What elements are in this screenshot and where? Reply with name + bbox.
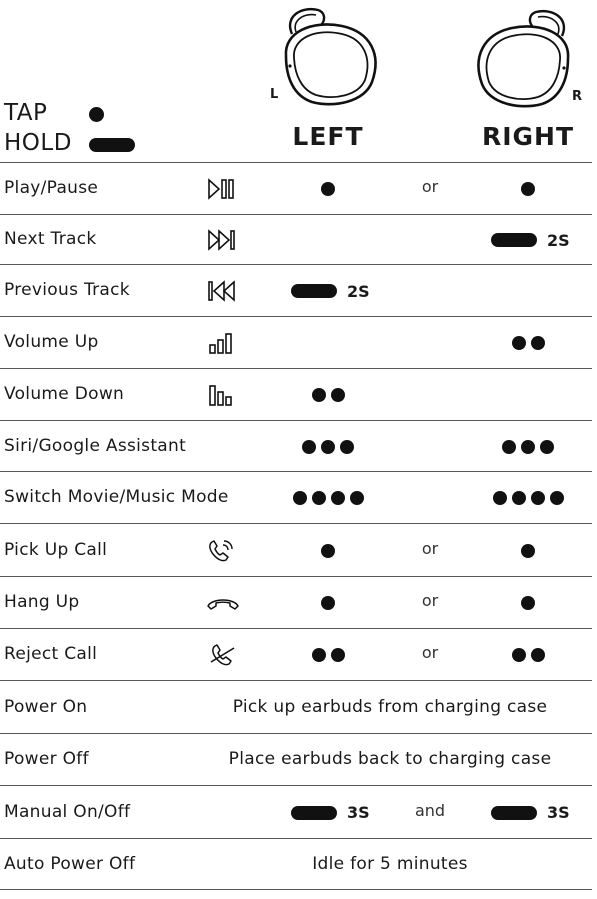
tap-dot <box>502 440 516 454</box>
hold-legend-bar <box>89 138 135 152</box>
tap-dot <box>302 440 316 454</box>
left-gesture <box>302 436 354 458</box>
left-letter: L <box>270 87 279 102</box>
left-earbud-illustration <box>272 4 384 112</box>
table-row <box>0 316 592 369</box>
volume-down-icon <box>206 382 240 408</box>
tap-dot <box>540 440 554 454</box>
tap-dot <box>321 596 335 610</box>
volume-up-icon <box>206 330 240 356</box>
hold-bar <box>291 284 337 298</box>
table-row <box>0 576 592 629</box>
table-row <box>0 162 592 215</box>
tap-dot <box>521 440 535 454</box>
tap-dot <box>312 648 326 662</box>
tap-legend-label: TAP <box>4 100 48 126</box>
right-hold-duration: 2S <box>547 230 570 250</box>
function-label: Power Off <box>4 749 89 769</box>
function-label: Power On <box>4 696 88 717</box>
function-label: Hang Up <box>4 592 80 612</box>
tap-dot <box>531 491 545 505</box>
left-gesture <box>321 540 335 562</box>
tap-dot <box>521 544 535 558</box>
left-gesture <box>312 384 345 406</box>
hold-bar <box>291 806 337 820</box>
conjunction-text: and <box>414 800 446 820</box>
function-label: Pick Up Call <box>4 539 108 560</box>
tap-dot <box>521 596 535 610</box>
conjunction-text: or <box>421 538 439 558</box>
tap-dot <box>331 491 345 505</box>
table-row <box>0 838 592 890</box>
table-row <box>0 368 592 421</box>
right-earbud-illustration <box>470 6 582 114</box>
tap-dot <box>321 440 335 454</box>
conjunction-text: or <box>421 591 439 610</box>
right-gesture <box>521 592 535 614</box>
tap-dot <box>512 336 526 350</box>
left-gesture <box>293 487 364 509</box>
tap-dot <box>293 491 307 505</box>
hold-legend-label: HOLD <box>4 130 72 156</box>
hold-bar <box>491 233 537 247</box>
both-earbuds-instruction: Idle for 5 minutes <box>312 853 468 874</box>
reject-call-icon <box>206 642 240 668</box>
table-row <box>0 214 592 265</box>
tap-dot <box>321 182 335 196</box>
right-hold-duration: 3S <box>547 803 570 822</box>
left-gesture <box>312 644 345 666</box>
play-pause-icon <box>206 176 240 202</box>
table-row <box>0 680 592 734</box>
right-gesture <box>502 436 554 458</box>
hold-bar <box>491 806 537 820</box>
both-earbuds-instruction: Pick up earbuds from charging case <box>232 696 548 717</box>
function-label: Reject Call <box>4 644 98 664</box>
left-gesture <box>321 592 335 614</box>
right-gesture <box>493 487 564 509</box>
function-label: Volume Up <box>4 332 99 352</box>
tap-dot <box>350 491 364 505</box>
tap-dot <box>340 440 354 454</box>
tap-dot <box>512 648 526 662</box>
function-label: Next Track <box>4 229 97 249</box>
left-hold-duration: 3S <box>347 803 370 822</box>
left-column-title: LEFT <box>292 122 364 151</box>
previous-track-icon <box>206 278 240 304</box>
table-row <box>0 420 592 472</box>
tap-dot <box>312 388 326 402</box>
right-gesture <box>521 178 535 200</box>
tap-dot <box>531 336 545 350</box>
conjunction-text: or <box>421 177 439 196</box>
left-gesture <box>321 178 335 200</box>
tap-dot <box>331 648 345 662</box>
table-row <box>0 733 592 786</box>
tap-dot <box>512 491 526 505</box>
function-label: Play/Pause <box>4 178 99 198</box>
right-gesture <box>521 540 535 562</box>
hang-up-icon <box>206 590 240 616</box>
both-earbuds-instruction: Place earbuds back to charging case <box>228 749 552 769</box>
function-label: Manual On/Off <box>4 801 131 822</box>
left-gesture <box>291 802 370 824</box>
right-letter: R <box>572 89 583 104</box>
function-label: Volume Down <box>4 384 125 404</box>
next-track-icon <box>206 227 240 253</box>
table-bottom-rule <box>0 889 592 890</box>
right-gesture <box>491 802 570 824</box>
table-row <box>0 628 592 681</box>
function-label: Switch Movie/Music Mode <box>4 487 229 507</box>
tap-dot <box>493 491 507 505</box>
function-label: Auto Power Off <box>4 853 136 874</box>
left-gesture <box>291 280 370 302</box>
table-row <box>0 471 592 524</box>
right-gesture <box>512 332 545 354</box>
pick-up-call-icon <box>206 538 240 564</box>
tap-dot <box>521 182 535 196</box>
table-row <box>0 264 592 317</box>
table-row <box>0 523 592 577</box>
tap-dot <box>321 544 335 558</box>
left-hold-duration: 2S <box>347 281 370 301</box>
tap-legend-dot <box>89 107 104 122</box>
tap-dot <box>331 388 345 402</box>
right-gesture <box>491 229 570 251</box>
conjunction-text: or <box>421 643 439 662</box>
function-label: Siri/Google Assistant <box>4 435 187 456</box>
right-column-title: RIGHT <box>481 122 575 151</box>
tap-dot <box>550 491 564 505</box>
table-row <box>0 785 592 839</box>
tap-dot <box>312 491 326 505</box>
right-gesture <box>512 644 545 666</box>
function-label: Previous Track <box>4 280 130 300</box>
tap-dot <box>531 648 545 662</box>
